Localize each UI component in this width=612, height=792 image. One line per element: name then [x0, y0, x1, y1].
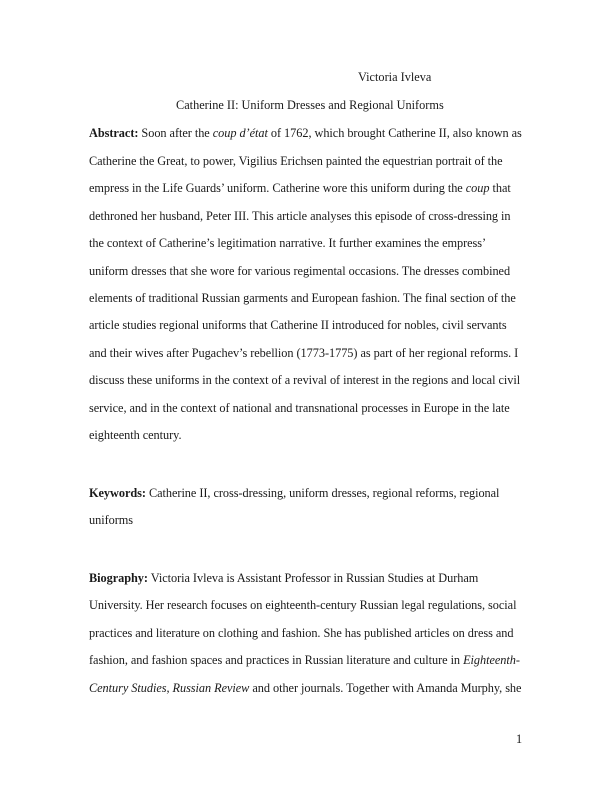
biography-label: Biography: [89, 571, 148, 585]
biography-line: University. Her research focuses on eighteenth-century Russian legal regulations, social [89, 598, 517, 612]
abstract-line: elements of traditional Russian garments and European fashion. The final section of the [89, 291, 516, 305]
biography-line [89, 571, 478, 586]
abstract-line [89, 181, 511, 196]
biography-text: Victoria Ivleva is Assistant Professor in Russian Studies at Durham [147, 571, 479, 585]
abstract-line: the context of Catherine’s legitimation narrative. It further examines the empress’ [89, 236, 487, 250]
abstract-text: of 1762, which brought Catherine II, also known as [267, 126, 522, 140]
abstract-line: service, and in the context of national and transnational processes in Europe in the late [89, 401, 510, 415]
abstract-text: that [489, 181, 511, 195]
abstract-line: uniform dresses that she wore for various regimental occasions. The dresses combined [89, 264, 511, 278]
abstract-line: article studies regional uniforms that Catherine II introduced for nobles, civil servants [89, 318, 507, 332]
biography-line [89, 681, 521, 696]
abstract-italic: coup [465, 181, 490, 195]
abstract-text: Soon after the [138, 126, 213, 140]
abstract-text: empress in the Life Guards’ uniform. Catherine wore this uniform during the [89, 181, 466, 195]
keywords-text: Catherine II, cross-dressing, uniform dresses, regional reforms, regional [145, 486, 500, 500]
page-number: 1 [516, 732, 523, 746]
biography-text: and other journals. Together with Amanda Murphy, she [249, 681, 522, 695]
article-title: Catherine II: Uniform Dresses and Regional Uniforms [176, 98, 444, 112]
keywords-label: Keywords: [89, 486, 146, 500]
abstract-line: and their wives after Pugachev’s rebellion (1773-1775) as part of her regional reforms. I [89, 346, 519, 360]
biography-line: practices and literature on clothing and fashion. She has published articles on dress and [89, 626, 514, 640]
keywords-line: uniforms [89, 513, 134, 527]
biography-italic: Eighteenth- [463, 653, 520, 667]
biography-line [89, 653, 520, 668]
abstract-line: discuss these uniforms in the context of a revival of interest in the regions and local civil [89, 373, 521, 387]
abstract-italic: coup d’état [212, 126, 268, 140]
keywords-line [89, 486, 499, 501]
biography-italic: Century Studies, Russian Review [89, 681, 250, 695]
abstract-line: eighteenth century. [89, 428, 182, 442]
abstract-label: Abstract: [89, 126, 139, 140]
abstract-line: dethroned her husband, Peter III. This article analyses this episode of cross-dressing in [89, 209, 511, 223]
abstract-line: Catherine the Great, to power, Vigilius Erichsen painted the equestrian portrait of the [89, 154, 503, 168]
abstract-line [89, 126, 522, 141]
author-name: Victoria Ivleva [358, 70, 432, 84]
biography-text: fashion, and fashion spaces and practices in Russian literature and culture in [89, 653, 464, 667]
